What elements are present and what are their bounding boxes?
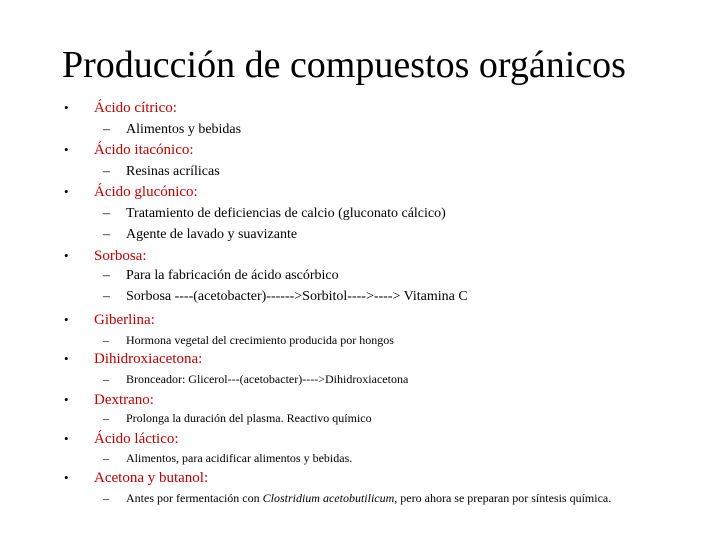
item-label-acido-gluconico: Ácido glucónico:: [94, 184, 198, 200]
item-label-acido-citrico: Ácido cítrico:: [94, 100, 177, 116]
bullet-icon: •: [64, 470, 69, 485]
sub-item: Agente de lavado y suavizante: [126, 227, 298, 242]
dash-icon: –: [103, 164, 110, 179]
bullet-icon: •: [64, 392, 69, 407]
slide-title: Producción de compuestos orgánicos: [62, 44, 626, 86]
dash-icon: –: [103, 333, 109, 347]
bullet-icon: •: [64, 100, 69, 115]
bullet-icon: •: [64, 351, 69, 366]
dash-icon: –: [103, 206, 110, 221]
item-label-sorbosa: Sorbosa:: [94, 248, 147, 264]
item-label-acido-lactico: Ácido láctico:: [94, 431, 179, 447]
sub-item-text: Antes por fermentación con: [126, 491, 263, 505]
sub-item: [126, 490, 646, 506]
item-label-dextrano: Dextrano:: [94, 392, 154, 408]
dash-icon: –: [103, 268, 110, 283]
bullet-icon: •: [64, 248, 69, 263]
species-name: Clostridium acetobutilicum,: [262, 491, 398, 505]
bullet-icon: •: [64, 184, 69, 199]
dash-icon: –: [103, 451, 109, 465]
dash-icon: –: [103, 227, 110, 242]
item-label-dihidroxiacetona: Dihidroxiacetona:: [94, 351, 203, 367]
sub-item: Alimentos, para acidificar alimentos y bebidas.: [126, 451, 353, 465]
bullet-icon: •: [64, 142, 69, 157]
dash-icon: –: [103, 372, 109, 386]
item-label-acetona-butanol: Acetona y butanol:: [94, 470, 209, 486]
dash-icon: –: [103, 122, 110, 137]
sub-item-text: pero ahora se preparan por síntesis química.: [397, 491, 612, 505]
item-label-acido-itaconico: Ácido itacónico:: [94, 142, 194, 158]
sub-item: Bronceador: Glicerol---(acetobacter)---->Dihidroxiacetona: [126, 372, 409, 386]
sub-item: Tratamiento de deficiencias de calcio (gluconato cálcico): [126, 206, 446, 221]
sub-item: Sorbosa ----(acetobacter)------>Sorbitol---->----> Vitamina C: [126, 289, 468, 304]
dash-icon: –: [103, 411, 109, 425]
sub-item: Hormona vegetal del crecimiento producida por hongos: [126, 333, 394, 347]
item-label-giberlina: Giberlina:: [94, 312, 155, 328]
sub-item: Para la fabricación de ácido ascórbico: [126, 268, 339, 283]
sub-item: Resinas acrílicas: [126, 164, 220, 179]
sub-item: Alimentos y bebidas: [126, 122, 242, 137]
bullet-icon: •: [64, 312, 69, 327]
dash-icon: –: [103, 289, 110, 304]
bullet-icon: •: [64, 431, 69, 446]
sub-item: Prolonga la duración del plasma. Reactivo químico: [126, 411, 372, 425]
dash-icon: –: [103, 491, 109, 505]
